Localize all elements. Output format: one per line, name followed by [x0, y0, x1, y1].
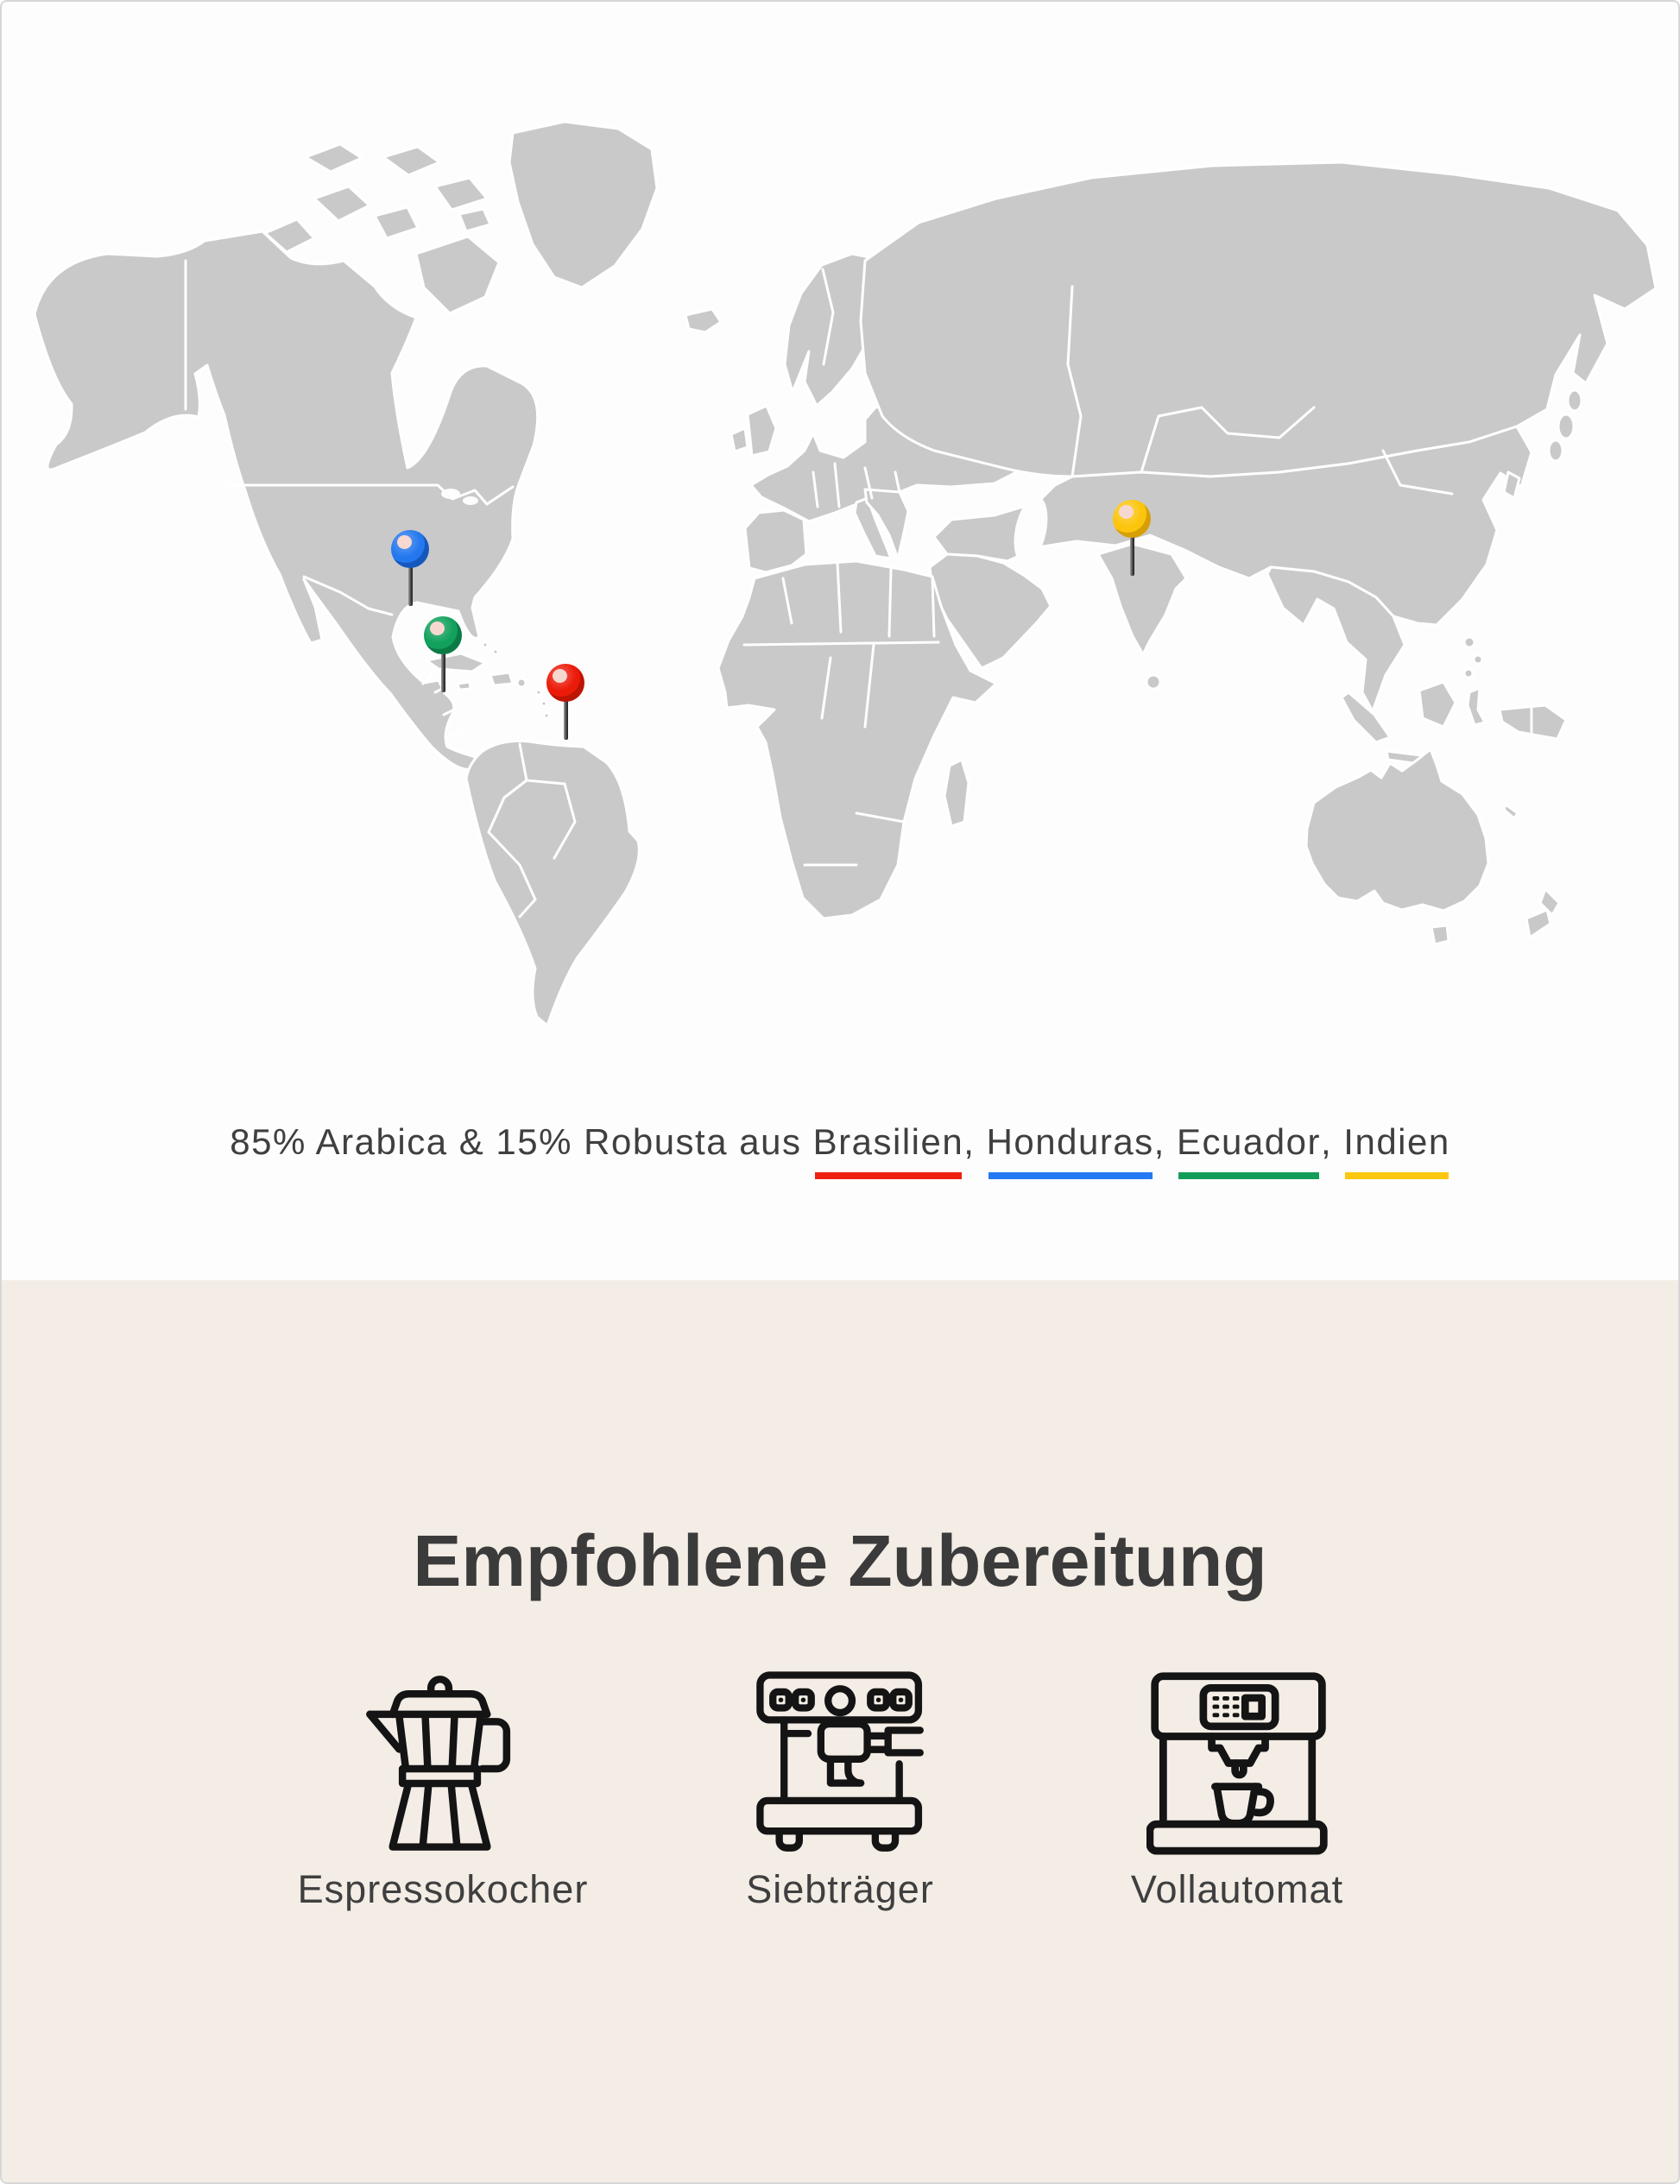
prep-item-espressokocher	[262, 1670, 624, 1912]
pin-highlight	[430, 622, 445, 635]
origin-caption	[2, 1119, 1678, 1166]
pin-head	[546, 664, 584, 702]
pin-head	[1113, 500, 1151, 538]
origin-map-section	[2, 2, 1678, 1280]
prep-item-siebtraeger	[659, 1670, 1021, 1912]
country-ecuador: Ecuador	[1177, 1119, 1321, 1166]
continent-asia	[861, 162, 1656, 711]
preparation-section	[2, 1280, 1678, 2182]
prep-item-label: Espressokocher	[297, 1867, 589, 1911]
continent-oceania	[1306, 637, 1566, 944]
fully-automatic-machine-icon	[1146, 1670, 1327, 1855]
preparation-heading: Empfohlene Zubereitung	[413, 1520, 1267, 1601]
country-honduras: Honduras	[987, 1119, 1154, 1166]
pin-head	[424, 616, 462, 654]
prep-item-label: Siebträger	[746, 1867, 934, 1911]
prep-item-label: Vollautomat	[1130, 1867, 1344, 1911]
country-brasilien: Brasilien	[813, 1119, 964, 1166]
world-map	[2, 2, 1680, 1081]
caption-prefix: 85% Arabica & 15% Robusta aus	[230, 1121, 813, 1162]
caption-separator: ,	[1320, 1121, 1344, 1162]
caption-separator: ,	[1153, 1121, 1178, 1162]
moka-pot-icon	[362, 1670, 525, 1855]
pin-highlight	[553, 669, 567, 683]
map-pin-ecuador	[424, 616, 462, 654]
espresso-machine-icon	[754, 1670, 925, 1855]
map-pin-brasilien	[546, 664, 584, 702]
prep-item-vollautomat	[1056, 1670, 1418, 1912]
caption-separator: ,	[963, 1121, 987, 1162]
map-pin-honduras	[391, 530, 429, 568]
pin-highlight	[397, 535, 412, 549]
country-indien: Indien	[1343, 1119, 1449, 1166]
map-pin-indien	[1113, 500, 1151, 538]
pin-head	[391, 530, 429, 568]
preparation-items-row	[2, 1670, 1678, 1912]
pin-highlight	[1119, 505, 1134, 519]
continent-south-america	[466, 741, 639, 1026]
